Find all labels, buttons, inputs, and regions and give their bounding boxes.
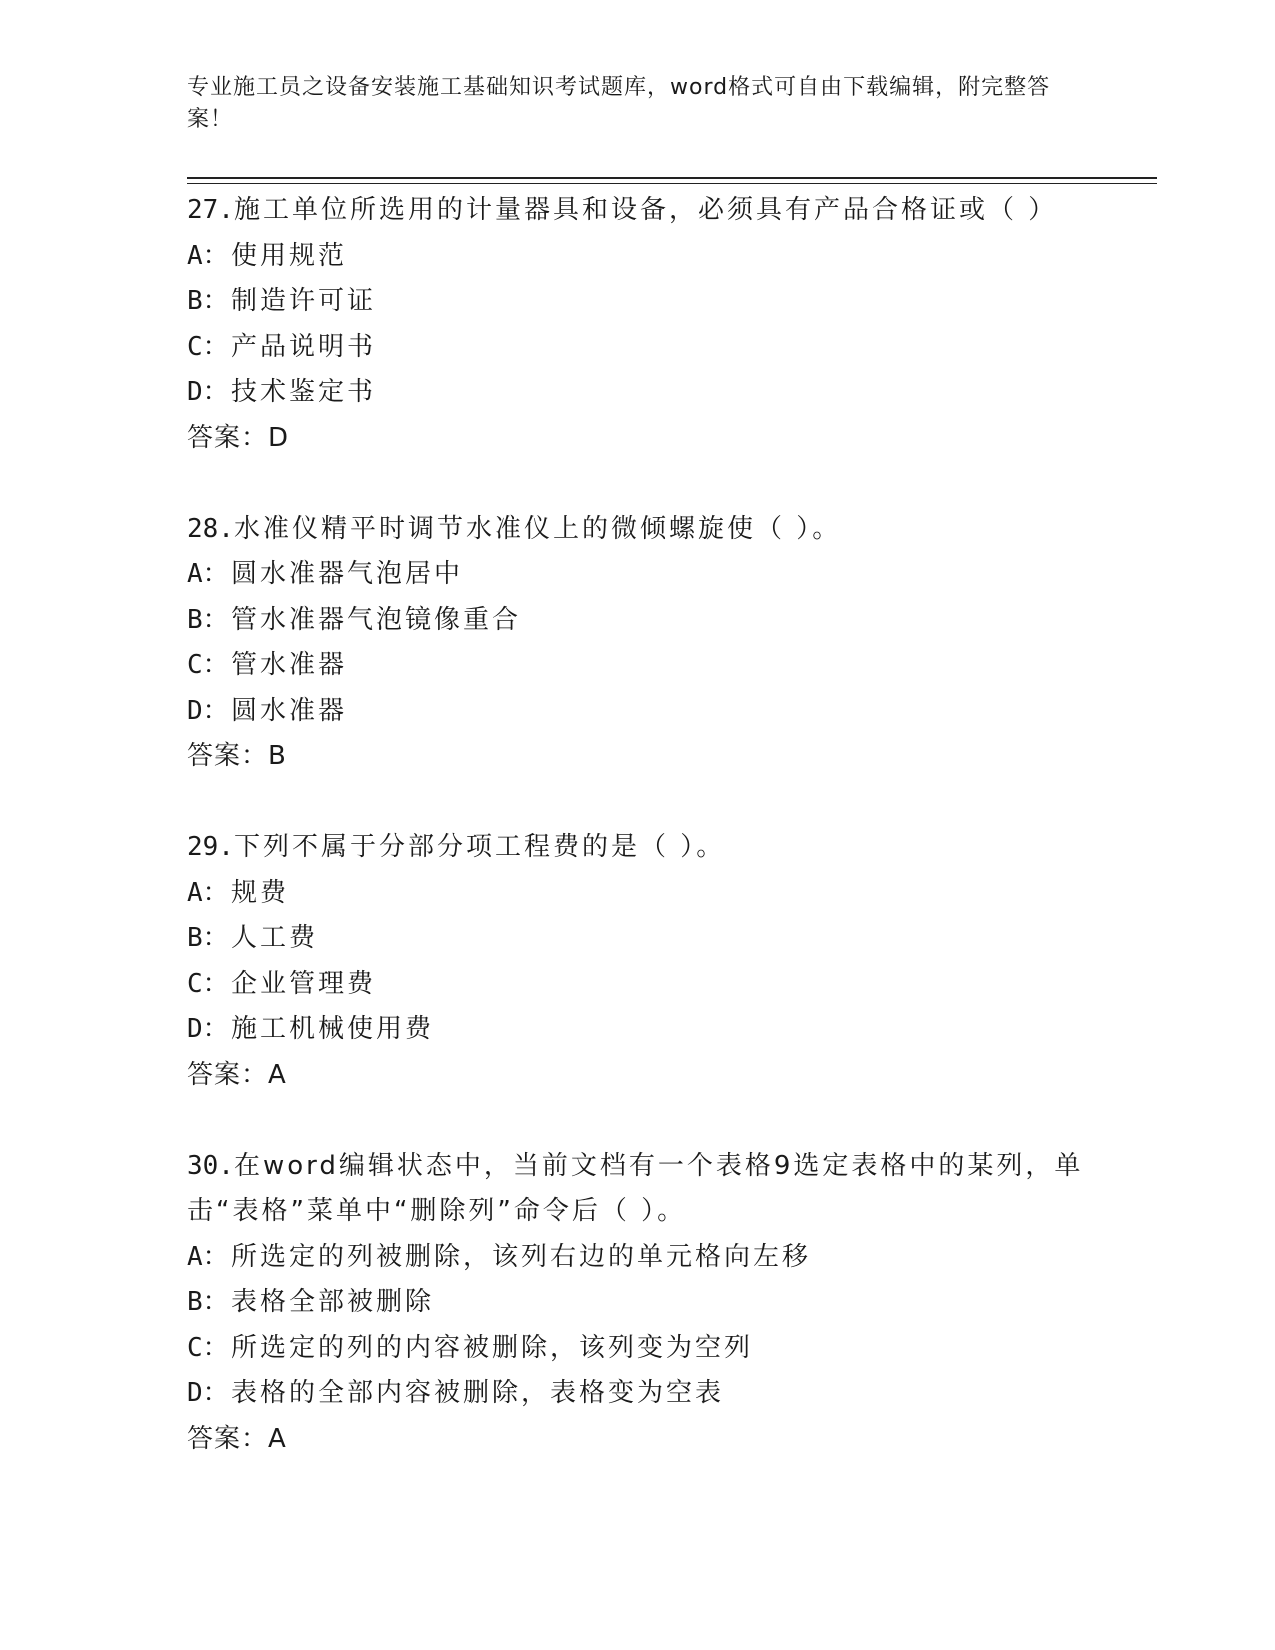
option-text: 企业管理费 [231, 968, 377, 999]
option-text: 圆水准器 [231, 695, 348, 726]
question-28 [187, 507, 1087, 780]
option-a [187, 1235, 1087, 1281]
option-c [187, 1326, 1087, 1372]
question-spacer [187, 1098, 1087, 1144]
question-stem [187, 507, 1087, 553]
option-key: B： [187, 604, 229, 635]
option-key: C： [187, 331, 229, 362]
question-27 [187, 188, 1087, 461]
option-text: 产品说明书 [231, 331, 377, 362]
option-d [187, 1007, 1087, 1053]
question-list [187, 188, 1087, 1462]
option-key: A： [187, 240, 229, 271]
header-rule-thick [187, 177, 1157, 179]
option-text: 所选定的列被删除，该列右边的单元格向左移 [231, 1241, 812, 1272]
question-number: 30. [187, 1150, 234, 1181]
option-key: B： [187, 923, 229, 953]
option-b [187, 598, 1087, 644]
option-d [187, 1371, 1087, 1417]
option-key: C： [187, 1332, 229, 1363]
option-text: 使用规范 [231, 240, 348, 271]
option-c [187, 962, 1087, 1008]
option-key: C： [187, 650, 229, 680]
question-number: 28. [187, 513, 234, 544]
option-text: 规费 [231, 877, 290, 908]
option-d [187, 689, 1087, 735]
option-text: 圆水准器气泡居中 [231, 559, 464, 589]
option-b [187, 279, 1087, 325]
question-number: 27. [187, 195, 234, 225]
option-text: 人工费 [231, 923, 319, 953]
option-text: 管水准器 [231, 650, 348, 680]
option-b [187, 1280, 1087, 1326]
option-a [187, 234, 1087, 280]
option-key: D： [187, 695, 229, 726]
option-text: 所选定的列的内容被删除，该列变为空列 [231, 1332, 754, 1363]
question-text: 水准仪精平时调节水准仪上的微倾螺旋使（ ）。 [233, 513, 842, 544]
question-stem [187, 188, 1087, 234]
document-header: 专业施工员之设备安装施工基础知识考试题库，word格式可自由下载编辑，附完整答案！ [187, 75, 1051, 132]
header-rule-thin [187, 183, 1157, 184]
answer-line: 答案：A [187, 1423, 287, 1454]
question-spacer [187, 780, 1087, 826]
answer-line: 答案：D [187, 422, 290, 453]
question-spacer [187, 461, 1087, 507]
option-key: D： [187, 1014, 229, 1044]
option-key: B： [187, 1287, 229, 1317]
question-stem [187, 1144, 1087, 1235]
option-a [187, 871, 1087, 917]
question-number: 29. [187, 832, 234, 862]
option-key: C： [187, 968, 229, 999]
option-text: 施工机械使用费 [231, 1014, 435, 1044]
option-key: D： [187, 1378, 229, 1408]
option-key: A： [187, 559, 229, 589]
option-key: A： [187, 877, 229, 908]
option-d [187, 370, 1087, 416]
option-text: 管水准器气泡镜像重合 [231, 604, 522, 635]
question-text: 施工单位所选用的计量器具和设备，必须具有产品合格证或（ ） [233, 195, 1058, 225]
option-a [187, 552, 1087, 598]
question-text: 在word编辑状态中，当前文档有一个表格9选定表格中的某列，单击“表格”菜单中“删除列”命令后（ ）。 [187, 1150, 1084, 1226]
option-key: D： [187, 377, 229, 407]
answer-line: 答案：B [187, 741, 287, 771]
question-29 [187, 825, 1087, 1098]
option-key: B： [187, 286, 229, 316]
option-c [187, 325, 1087, 371]
option-text: 制造许可证 [231, 286, 377, 316]
option-b [187, 916, 1087, 962]
option-text: 技术鉴定书 [231, 377, 377, 407]
option-key: A： [187, 1241, 229, 1272]
answer-line: 答案：A [187, 1059, 287, 1090]
option-c [187, 643, 1087, 689]
question-stem [187, 825, 1087, 871]
option-text: 表格的全部内容被删除，表格变为空表 [231, 1378, 725, 1408]
option-text: 表格全部被删除 [231, 1287, 435, 1317]
question-30 [187, 1144, 1087, 1463]
question-text: 下列不属于分部分项工程费的是（ ）。 [233, 832, 726, 862]
